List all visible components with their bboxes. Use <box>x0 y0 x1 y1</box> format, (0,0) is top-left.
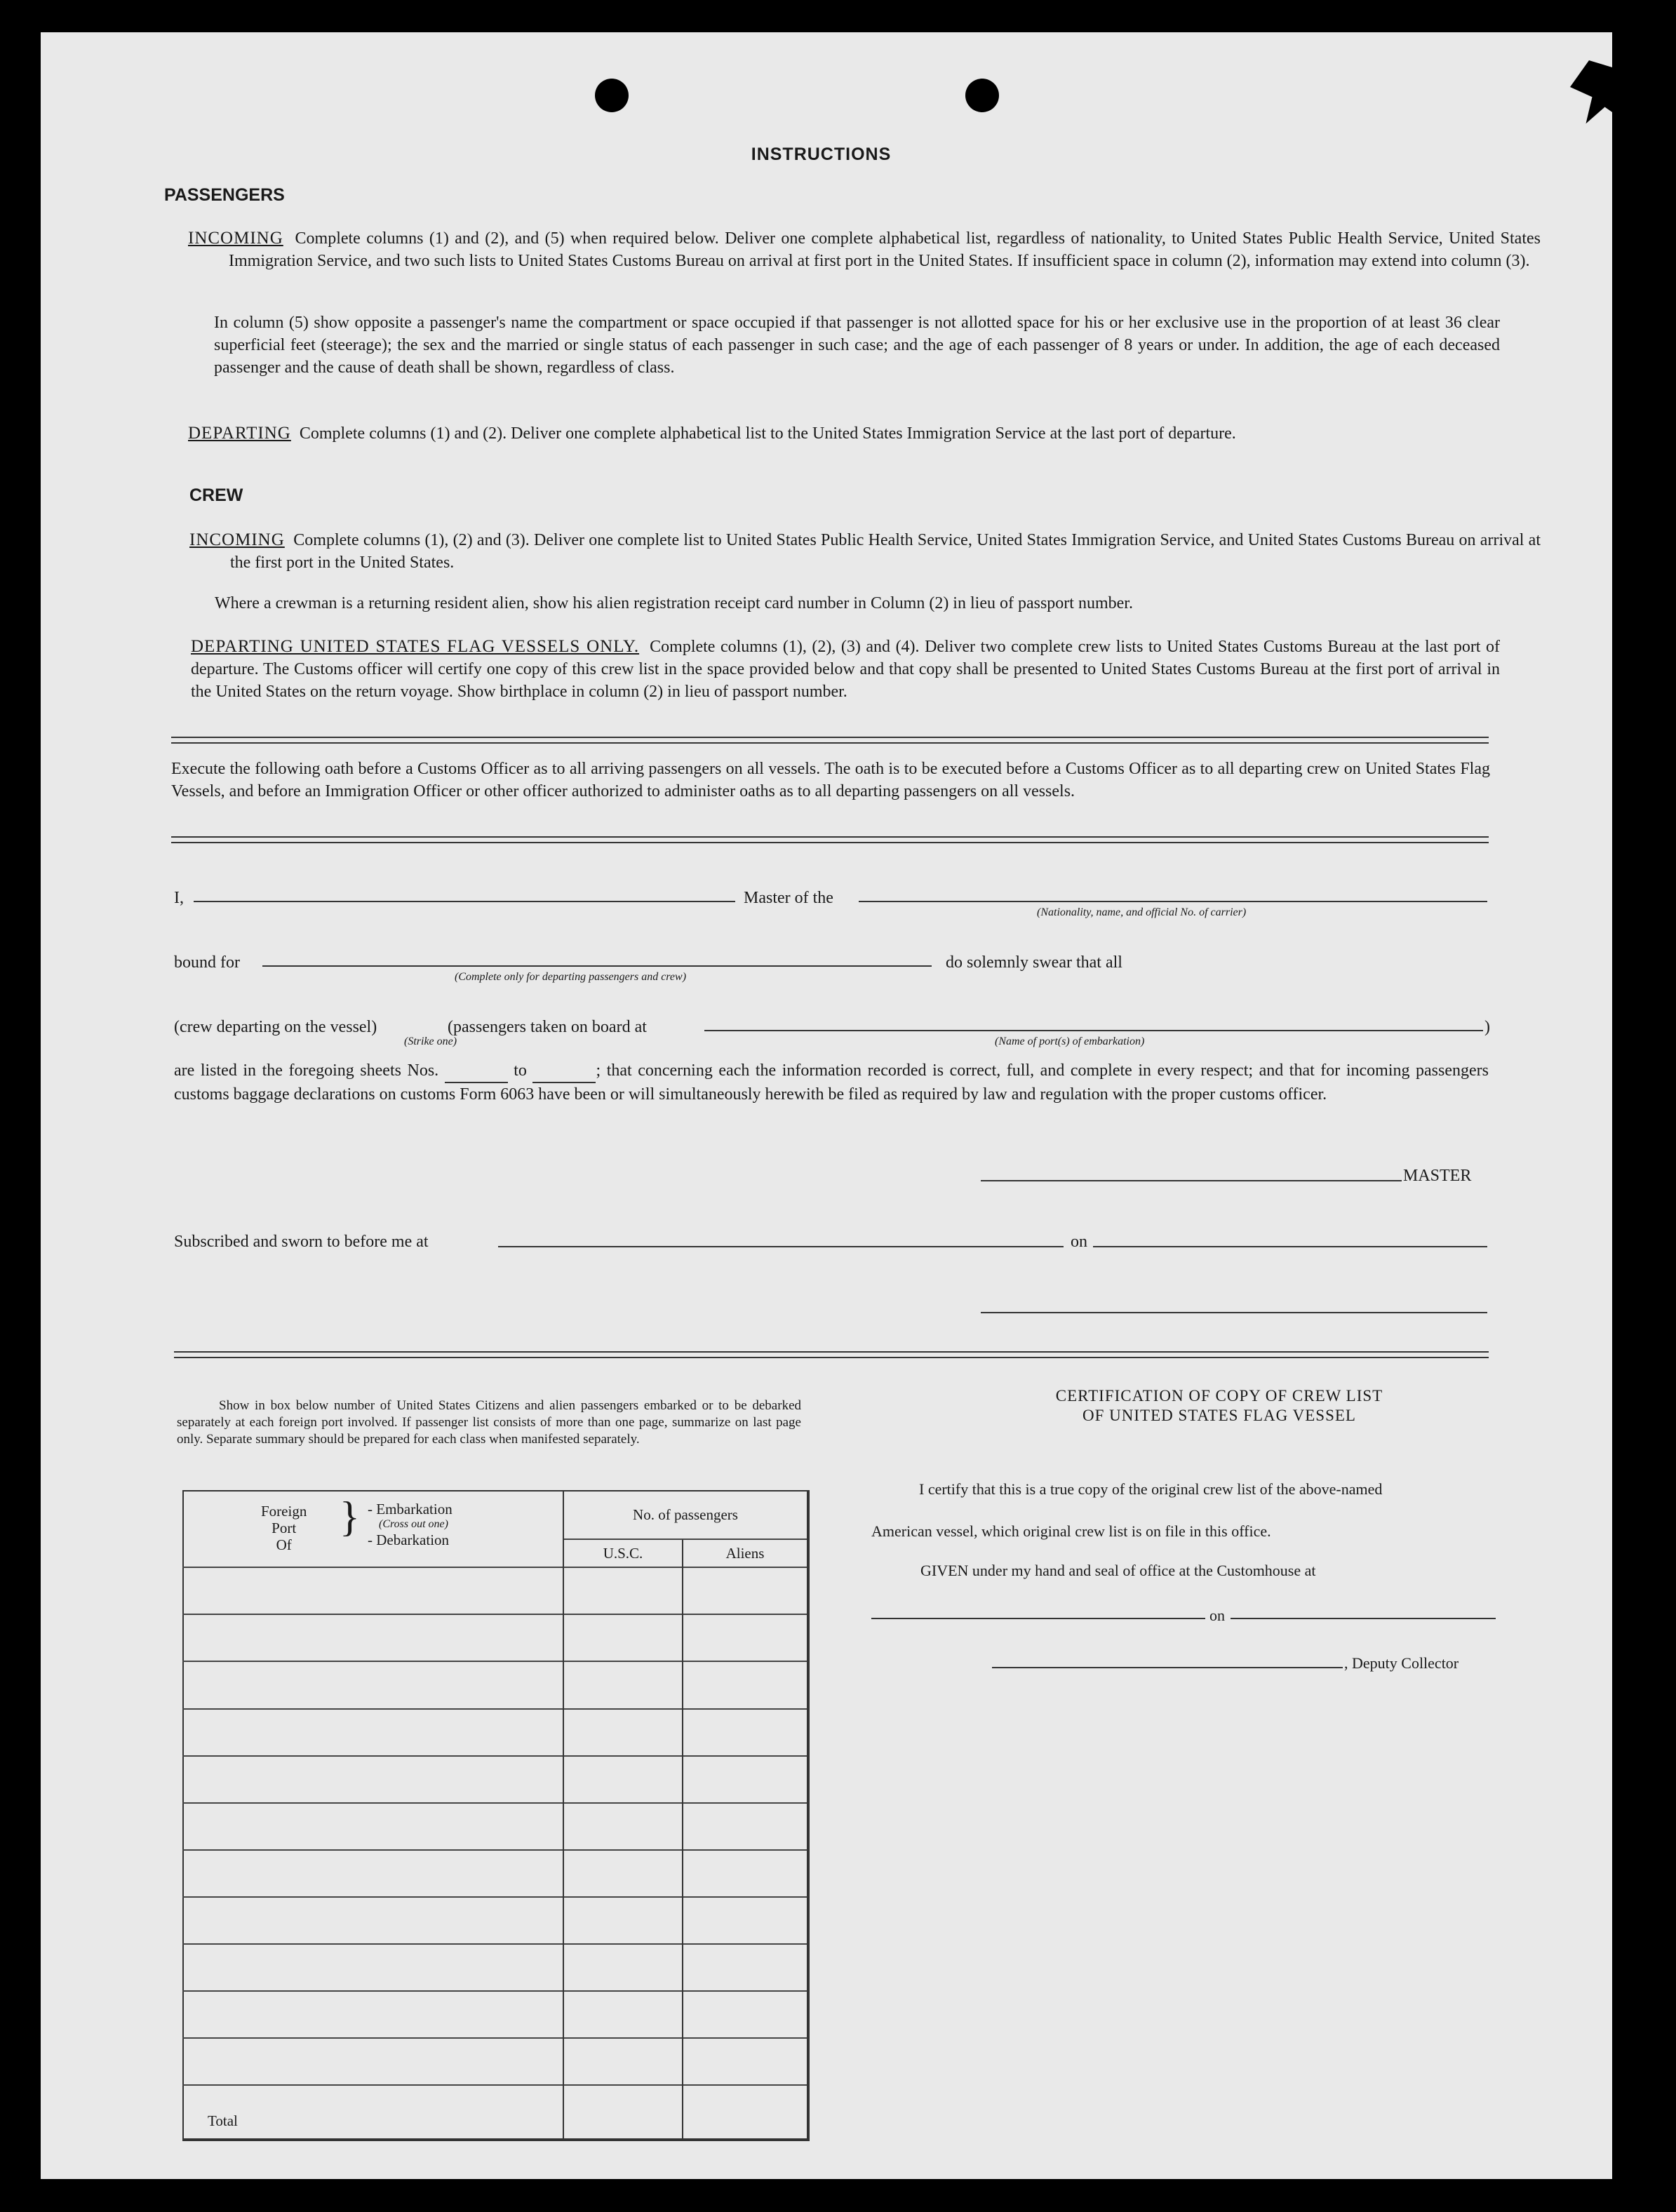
usc-cell[interactable] <box>563 2038 683 2085</box>
aliens-cell[interactable] <box>683 1850 808 1897</box>
passengers-departing-instruction <box>188 422 1541 445</box>
crew-resident-alien-instruction: Where a crewman is a returning resident alien, show his alien registration receipt card number in Column (2) in lieu of passport number. <box>215 594 1133 612</box>
usc-cell[interactable] <box>563 1897 683 1944</box>
passengers-taken-option: (passengers taken on board at <box>448 1018 647 1036</box>
oath-divider <box>171 836 1489 843</box>
brace-icon: } <box>340 1494 360 1540</box>
aliens-cell[interactable] <box>683 1803 808 1850</box>
swear-text: do solemnly swear that all <box>946 953 1122 972</box>
sworn-on-label: on <box>1071 1233 1087 1251</box>
port-cell[interactable] <box>183 1614 563 1661</box>
form-page <box>41 32 1612 2179</box>
aliens-cell[interactable] <box>683 2038 808 2085</box>
page-title: INSTRUCTIONS <box>751 145 892 164</box>
bound-for-field[interactable] <box>262 965 932 967</box>
close-paren: ) <box>1484 1018 1490 1036</box>
passengers-departing-text: Complete columns (1) and (2). Deliver one complete alphabetical list to the United States Immigration Service at the last port of departure. <box>299 424 1236 443</box>
punch-hole-left <box>595 79 629 112</box>
port-cell[interactable] <box>183 1850 563 1897</box>
passengers-incoming-text: Complete columns (1) and (2), and (5) when required below. Deliver one complete alphabetical list, regardless of nationality, to United States Public Health Service, United States Immigration Service, and two such lists to United States Customs Bureau on arrival at first port in the United States. If insufficient space in column (2), information may extend into column (3). <box>229 229 1541 270</box>
usc-cell[interactable] <box>563 1709 683 1756</box>
deputy-signature-line[interactable] <box>992 1667 1343 1668</box>
passengers-incoming-instruction <box>188 227 1541 272</box>
crew-flag-label: DEPARTING UNITED STATES FLAG VESSELS ONLY. <box>191 637 640 656</box>
section-divider <box>171 737 1489 744</box>
port-cell[interactable] <box>183 1756 563 1803</box>
sworn-place-field[interactable] <box>498 1246 1064 1247</box>
certify-line1: I certify that this is a true copy of the original crew list of the above-named <box>919 1480 1383 1498</box>
sworn-date-field[interactable] <box>1093 1246 1487 1247</box>
certification-title <box>904 1386 1535 1426</box>
oath-i: I, <box>174 889 184 907</box>
ports-hint: (Name of port(s) of embarkation) <box>995 1035 1145 1047</box>
listed-rest: ; that concerning each the information recorded is correct, full, and complete in every respect; and that for incoming passengers customs baggage declarations on customs Form 6063 have been or will simultaneously herewith be filed as required by law and regulation with the proper customs officer. <box>174 1061 1489 1104</box>
listed-start: are listed in the foregoing sheets Nos. <box>174 1061 439 1080</box>
summary-instructions: Show in box below number of United States Citizens and alien passengers embarked or to be debarked separately at each foreign port involved. If passenger list consists of more than one page, summarize on last page only. Separate summary should be prepared for each class when manifested separately. <box>177 1398 801 1447</box>
aliens-cell[interactable] <box>683 1567 808 1614</box>
total-label: Total <box>183 2085 563 2140</box>
aliens-cell[interactable] <box>683 1897 808 1944</box>
aliens-cell[interactable] <box>683 1944 808 1991</box>
port-cell[interactable] <box>183 1661 563 1708</box>
nationality-hint: (Nationality, name, and official No. of carrier) <box>1037 906 1247 918</box>
given-text: GIVEN under my hand and seal of office at the Customhouse at <box>920 1562 1316 1579</box>
usc-cell[interactable] <box>563 1803 683 1850</box>
cert-on-label: on <box>1209 1607 1225 1624</box>
port-cell[interactable] <box>183 1944 563 1991</box>
cross-out-hint: (Cross out one) <box>379 1518 448 1530</box>
port-word: Port <box>271 1520 297 1536</box>
master-label: MASTER <box>1403 1167 1472 1185</box>
usc-cell[interactable] <box>563 1991 683 2038</box>
certification-title-line1: CERTIFICATION OF COPY OF CREW LIST <box>1055 1387 1383 1405</box>
customhouse-field[interactable] <box>871 1618 1205 1619</box>
deputy-collector-label: , Deputy Collector <box>1344 1654 1459 1672</box>
foreign-port-header <box>183 1491 563 1567</box>
to-label: to <box>514 1061 527 1080</box>
crew-flag-text: Complete columns (1), (2), (3) and (4). Deliver two complete crew lists to United States Customs Bureau at the last port of departure. The Customs officer will certify one copy of this crew list in the space provided below and that copy shall be presented to United States Customs Bureau at the first port of arrival in the United States on the return voyage. Show birthplace in column (2) in lieu of passport number. <box>191 638 1500 701</box>
passenger-summary-table <box>182 1490 810 2141</box>
of-word: Of <box>276 1536 292 1553</box>
usc-cell[interactable] <box>563 1614 683 1661</box>
aliens-cell[interactable] <box>683 1661 808 1708</box>
column5-text: In column (5) show opposite a passenger's name the compartment or space occupied if that passenger is not allotted space for his or her exclusive use in the proportion of at least 36 clear superficial feet (steerage); the sex and the married or single status of each passenger in such case; and the age of each passenger of 8 years or under. In addition, the age of each deceased passenger and the cause of death shall be shown, regardless of class. <box>214 314 1500 377</box>
embarkation-option[interactable]: - Embarkation <box>368 1501 452 1517</box>
master-name-field[interactable] <box>194 901 735 902</box>
carrier-field[interactable] <box>859 901 1487 902</box>
debarkation-option[interactable]: - Debarkation <box>368 1531 450 1548</box>
certify-line2: American vessel, which original crew list is on file in this office. <box>871 1522 1271 1540</box>
aliens-cell[interactable] <box>683 1614 808 1661</box>
usc-cell[interactable] <box>563 1756 683 1803</box>
master-of-the-label: Master of the <box>744 889 833 907</box>
crew-flag-vessels-instruction <box>191 636 1500 703</box>
port-cell[interactable] <box>183 1991 563 2038</box>
embark-debark-options <box>368 1501 452 1548</box>
officer-signature-line[interactable] <box>981 1312 1487 1313</box>
port-cell[interactable] <box>183 1709 563 1756</box>
port-cell[interactable] <box>183 2038 563 2085</box>
sheet-from-field[interactable] <box>445 1059 508 1083</box>
crew-incoming-text: Complete columns (1), (2) and (3). Deliver one complete list to United States Public Health Service, United States Immigration Service, and United States Customs Bureau on arrival at the first port in the United States. <box>230 531 1541 572</box>
crew-incoming-label: INCOMING <box>189 530 285 549</box>
usc-cell[interactable] <box>563 1567 683 1614</box>
lower-divider <box>174 1351 1489 1358</box>
aliens-cell[interactable] <box>683 1709 808 1756</box>
port-cell[interactable] <box>183 1897 563 1944</box>
aliens-cell[interactable] <box>683 1991 808 2038</box>
sheet-to-field[interactable] <box>532 1059 596 1083</box>
no-of-passengers-header: No. of passengers <box>563 1491 808 1539</box>
oath-listed-paragraph <box>174 1059 1489 1106</box>
crew-departing-option: (crew departing on the vessel) <box>174 1018 377 1036</box>
foreign-port-of-label <box>261 1503 307 1553</box>
passengers-column5-instruction <box>214 311 1500 379</box>
usc-total-cell[interactable] <box>563 2085 683 2140</box>
oath-intro: Execute the following oath before a Customs Officer as to all arriving passengers on all vessels. The oath is to be executed before a Customs Officer as to all departing crew on United States Flag Vessels, and before an Immigration Officer or other officer authorized to administer oaths as to all departing passengers on all vessels. <box>171 760 1490 800</box>
aliens-total-cell[interactable] <box>683 2085 808 2140</box>
port-cell[interactable] <box>183 1567 563 1614</box>
torn-corner <box>1570 60 1633 127</box>
foreign-word: Foreign <box>261 1503 307 1520</box>
passengers-heading: PASSENGERS <box>164 185 285 205</box>
complete-only-hint: (Complete only for departing passengers and crew) <box>455 971 687 983</box>
aliens-header: Aliens <box>683 1539 808 1567</box>
certification-title-line2: OF UNITED STATES FLAG VESSEL <box>1082 1407 1356 1424</box>
usc-cell[interactable] <box>563 1944 683 1991</box>
usc-header: U.S.C. <box>563 1539 683 1567</box>
master-signature-line[interactable] <box>981 1180 1402 1181</box>
usc-cell[interactable] <box>563 1850 683 1897</box>
passengers-incoming-label: INCOMING <box>188 229 283 248</box>
cert-date-field[interactable] <box>1231 1618 1496 1619</box>
crew-incoming-instruction <box>189 529 1541 574</box>
bound-for-label: bound for <box>174 953 240 972</box>
strike-one-hint: (Strike one) <box>404 1035 457 1047</box>
usc-cell[interactable] <box>563 1661 683 1708</box>
subscribed-label: Subscribed and sworn to before me at <box>174 1233 429 1251</box>
ports-field[interactable] <box>704 1030 1483 1031</box>
aliens-cell[interactable] <box>683 1756 808 1803</box>
crew-heading: CREW <box>189 485 243 505</box>
punch-hole-right <box>965 79 999 112</box>
passengers-departing-label: DEPARTING <box>188 424 291 443</box>
port-cell[interactable] <box>183 1803 563 1850</box>
